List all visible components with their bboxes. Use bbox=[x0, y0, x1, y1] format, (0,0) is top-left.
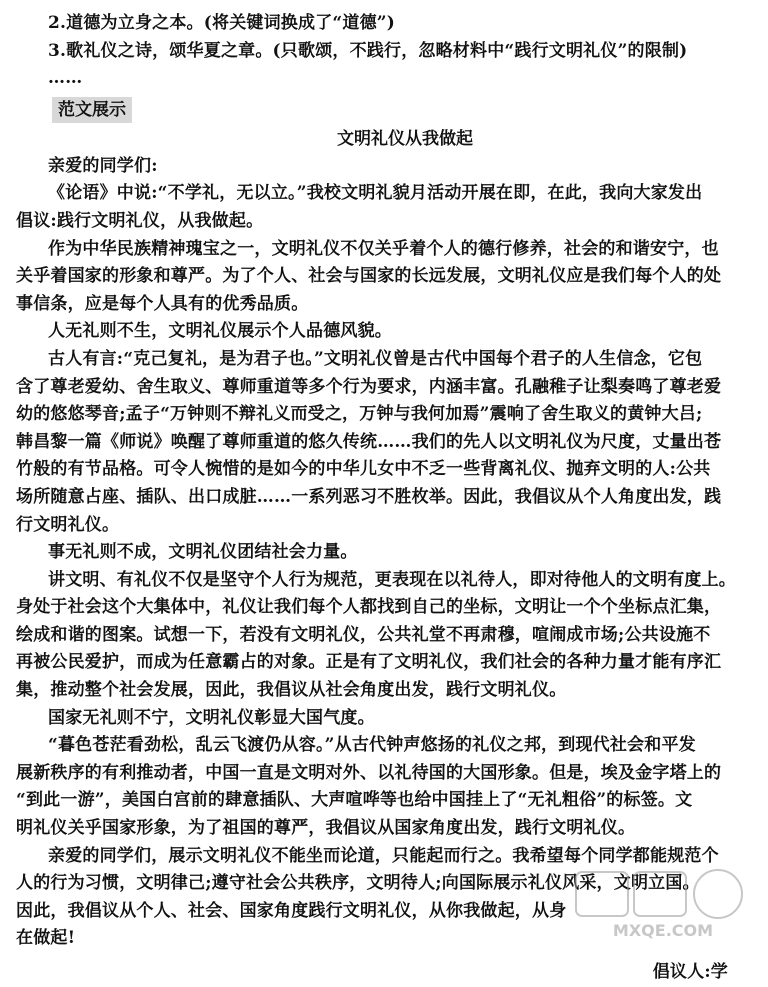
essay-line: 在做起! bbox=[16, 928, 76, 949]
essay-line: 国家无礼则不宁，文明礼仪彰显大国气度。 bbox=[48, 707, 375, 728]
essay-line: 竹般的有节品格。可令人惋惜的是如今的中华儿女中不乏一些背离礼仪、抛弃文明的人:公共 bbox=[16, 459, 711, 480]
essay-line: 含了尊老爱幼、舍生取义、尊师重道等多个行为要求，内涵丰富。孔融稚子让梨奏鸣了尊老爱 bbox=[16, 376, 722, 397]
essay-line: 展新秩序的有利推动者，中国一直是文明对外、以礼待国的大国形象。但是，埃及金字塔上的 bbox=[16, 762, 722, 783]
essay-line: 绘成和谐的图案。试想一下，若没有文明礼仪，公共礼堂不再肃穆，喧闹成市场;公共设施不 bbox=[16, 624, 711, 645]
essay-line: “到此一游”，美国白宫前的肆意插队、大声喧哗等也给中国挂上了“无礼粗俗”的标签。文 bbox=[16, 790, 693, 811]
intro-list bbox=[16, 10, 754, 93]
essay-line: 讲文明、有礼仪不仅是坚守个人行为规范，更表现在以礼待人，即对待他人的文明有度上。 bbox=[48, 569, 736, 590]
essay-body bbox=[16, 153, 754, 953]
essay-line: 人无礼则不生，文明礼仪展示个人品德风貌。 bbox=[48, 321, 392, 342]
essay-line: 作为中华民族精神瑰宝之一，文明礼仪不仅关乎着个人的德行修养，社会的和谐安宁，也 bbox=[48, 238, 719, 259]
intro-item: 2.道德为立身之本。(将关键词换成了“道德”) bbox=[48, 13, 395, 33]
essay-line: 人的行为习惯，文明律己;遵守社会公共秩序，文明待人;向国际展示礼仪风采，文明立国。 bbox=[16, 873, 700, 894]
essay-line: 幼的悠悠琴音;孟子“万钟则不辩礼义而受之，万钟与我何加焉”震响了舍生取义的黄钟大吕; bbox=[16, 404, 703, 425]
essay-line: 《论语》中说:“不学礼，无以立。”我校文明礼貌月活动开展在即，在此，我向大家发出 bbox=[48, 183, 703, 204]
intro-item: …… bbox=[48, 68, 83, 89]
essay-line: 韩昌黎一篇《师说》唤醒了尊师重道的悠久传统……我们的先人以文明礼仪为尺度，丈量出苍 bbox=[16, 431, 722, 452]
svg-text:MXQE.COM: MXQE.COM bbox=[612, 921, 714, 940]
essay-line: 事无礼则不成，文明礼仪团结社会力量。 bbox=[48, 542, 358, 563]
essay-line: 再被公民爱护，而成为任意霸占的对象。正是有了文明礼仪，我们社会的各种力量才能有序汇 bbox=[16, 652, 722, 673]
essay-line: 身处于社会这个大集体中，礼仪让我们每个人都找到自己的坐标，文明让一个个坐标点汇集， bbox=[16, 597, 722, 618]
essay-line: “暮色苍茫看劲松，乱云飞渡仍从容。”从古代钟声悠扬的礼仪之邦，到现代社会和平发 bbox=[48, 735, 696, 756]
watermark-logo bbox=[568, 864, 758, 944]
signature: 倡议人:学 bbox=[652, 962, 728, 982]
intro-item: 3.歌礼仪之诗，颂华夏之章。(只歌颂，不践行，忽略材料中“践行文明礼仪”的限制) bbox=[48, 40, 688, 61]
essay-line: 关乎着国家的形象和尊严。为了个人、社会与国家的长远发展，文明礼仪应是我们每个人的处 bbox=[16, 266, 722, 287]
essay-line: 场所随意占座、插队、出口成脏……一系列恶习不胜枚举。因此，我倡议从个人角度出发，践 bbox=[16, 486, 722, 507]
essay-line: 行文明礼仪。 bbox=[16, 514, 120, 535]
essay-line: 倡议:践行文明礼仪，从我做起。 bbox=[16, 210, 264, 231]
essay-line: 因此，我倡议从个人、社会、国家角度践行文明礼仪，从你我做起，从身 bbox=[16, 900, 567, 921]
essay-line: 集，推动整个社会发展，因此，我倡议从社会角度出发，践行文明礼仪。 bbox=[16, 680, 567, 701]
essay-title: 文明礼仪从我做起 bbox=[337, 128, 473, 149]
essay-line: 古人有言:“克己复礼，是为君子也。”文明礼仪曾是古代中国每个君子的人生信念，它包 bbox=[48, 348, 703, 369]
essay-line: 事信条，应是每个人具有的优秀品质。 bbox=[16, 293, 309, 314]
essay-line: 明礼仪关乎国家形象，为了祖国的尊严，我倡议从国家角度出发，践行文明礼仪。 bbox=[16, 818, 636, 839]
section-label: 范文展示 bbox=[52, 97, 132, 123]
essay-line: 亲爱的同学们: bbox=[48, 155, 158, 176]
essay-line: 亲爱的同学们，展示文明礼仪不能坐而论道，只能起而行之。我希望每个同学都能规范个 bbox=[48, 845, 719, 866]
